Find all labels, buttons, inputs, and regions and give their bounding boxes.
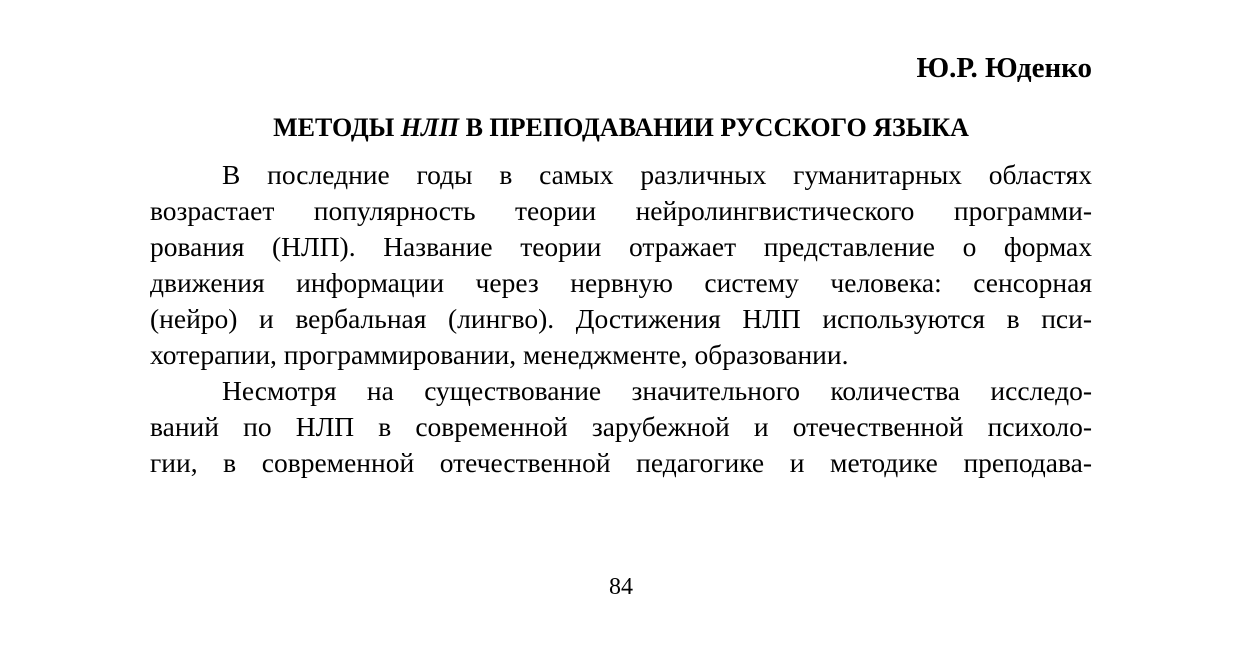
- paragraph-1-line-1: В последние годы в самых различных гуманитарных областях: [222, 159, 1092, 190]
- paragraph-1-line-4: движения информации через нервную систему человека: сенсорная: [150, 267, 1092, 298]
- article-body: [150, 157, 1092, 481]
- document-page: [150, 0, 1092, 671]
- paragraph-2-line-3: гии, в современной отечественной педагогике и методике преподава-: [150, 447, 1092, 478]
- paragraph-1-line-6: хотерапии, программировании, менеджменте, образовании.: [150, 339, 849, 370]
- page-number: 84: [609, 574, 633, 600]
- title-italic-abbreviation: НЛП: [400, 113, 460, 142]
- paragraph-2-line-2: ваний по НЛП в современной зарубежной и отечественной психоло-: [150, 411, 1092, 442]
- author-name: Ю.Р. Юденко: [916, 52, 1092, 84]
- title-part-2: В ПРЕПОДАВАНИИ РУССКОГО ЯЗЫКА: [459, 113, 969, 142]
- paragraph-1-line-5: (нейро) и вербальная (лингво). Достижения НЛП используются в пси-: [150, 303, 1092, 334]
- title-part-1: МЕТОДЫ: [273, 113, 401, 142]
- paragraph-2-line-1: Несмотря на существование значительного количества исследо-: [222, 375, 1092, 406]
- article-title: [150, 110, 1092, 146]
- paragraph-1-line-2: возрастает популярность теории нейролингвистического программи-: [150, 195, 1092, 226]
- paragraph-1-line-3: рования (НЛП). Название теории отражает представление о формах: [150, 231, 1092, 262]
